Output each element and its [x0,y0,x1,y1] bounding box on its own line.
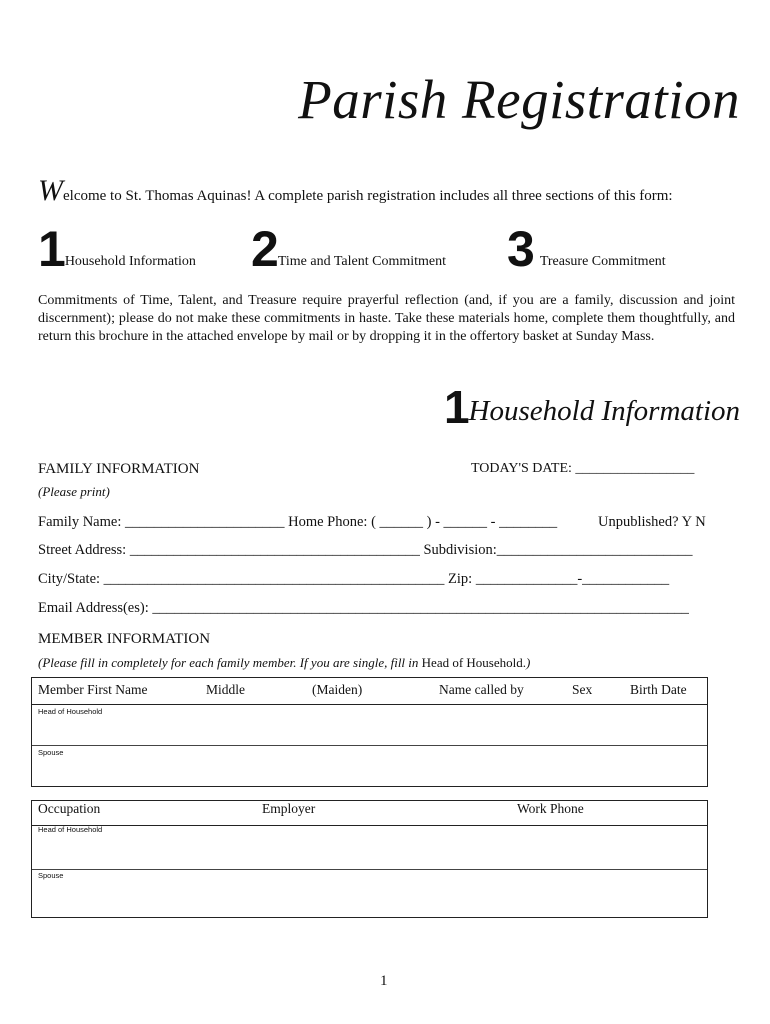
col-occupation: Occupation [38,801,101,816]
section-heading [443,381,740,433]
page-title: Parish Registration [298,69,740,130]
section-1-label: Household Information [64,254,196,269]
email-field[interactable]: Email Address(es): __________________________________________________________________________ [38,600,689,616]
unpublished-field[interactable]: Unpublished? Y N [598,514,706,530]
member-row-spouse-input[interactable] [32,746,707,786]
member-note-hoh: Head of Household. [421,655,526,670]
col-maiden: (Maiden) [312,682,363,697]
welcome-text [38,174,673,208]
section-3-label: Treasure Commitment [539,254,666,269]
section-heading-number: 1 [443,381,469,433]
section-1 [38,221,196,277]
street-address-field[interactable]: Street Address: ________________________________________ Subdivision:___________________________ [38,542,693,558]
col-birth-date: Birth Date [630,682,687,697]
section-heading-label: Household Information [468,395,740,427]
col-sex: Sex [572,682,593,697]
col-work-phone: Work Phone [517,801,584,816]
col-employer: Employer [262,801,316,816]
family-heading: FAMILY INFORMATION [38,461,200,477]
member-note-paren: ) [526,655,531,670]
member-row-head-input[interactable] [32,705,707,745]
page-number: 1 [380,973,388,989]
section-3-number: 3 [507,221,534,277]
section-2-label: Time and Talent Commitment [277,254,446,269]
section-2 [251,221,446,277]
city-state-zip-field[interactable]: City/State: _______________________________________________ Zip: ______________-____________ [38,571,670,587]
section-1-number: 1 [38,221,65,277]
member-row-head-label: Head of Household [38,707,103,716]
member-table-header [32,678,707,705]
occupation-row-spouse-input[interactable] [32,870,707,916]
family-name-phone-field[interactable]: Family Name: ______________________ Home Phone: ( ______ ) - ______ - ________ [38,514,558,530]
family-note: (Please print) [38,484,110,499]
intro-paragraph: Commitments of Time, Talent, and Treasure require prayerful reflection (and, if you are a family, discussion and joint discernment); please do not make these commitments in haste. Take these materials home, complete them thoughtfully, and return this brochure in the attached envelope by mail or by dropping it in the offertory basket at Sunday Mass. [38,293,735,344]
col-name-called-by: Name called by [439,682,524,697]
occupation-table [31,800,708,918]
section-2-number: 2 [251,221,278,277]
welcome-rest: elcome to St. Thomas Aquinas! A complete parish registration includes all three sections of this form: [63,188,673,204]
member-note [38,655,530,671]
welcome-initial: W [38,174,63,207]
todays-date-field[interactable]: TODAY'S DATE: _________________ [471,461,695,476]
occupation-row-head-label: Head of Household [38,825,103,834]
col-middle: Middle [206,682,245,697]
occupation-row-spouse-label: Spouse [38,871,64,880]
member-heading: MEMBER INFORMATION [38,631,211,647]
member-row-spouse-label: Spouse [38,748,64,757]
col-first-name: Member First Name [38,682,148,697]
section-3 [507,221,666,277]
occupation-row-head-input[interactable] [32,826,707,869]
member-table [31,677,708,787]
member-note-text: (Please fill in completely for each family member. If you are single, fill in [38,655,419,670]
occupation-table-header [32,801,707,826]
